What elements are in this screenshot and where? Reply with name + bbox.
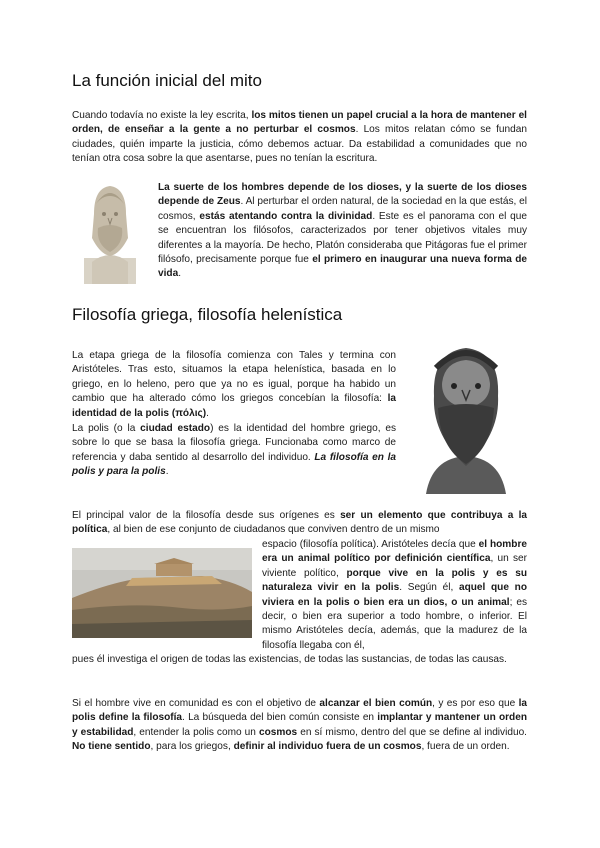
- text-run: ) es la identidad del hombre griego, es sobre lo que se basa la filosofía griega. Funcionaba como marco de referencia y daba sentido al desarrollo del individuo.: [72, 423, 396, 463]
- text-run: . La búsqueda del bien común consiste en: [182, 712, 378, 724]
- bold-text-run: aquel que no viviera en la polis o bien era un dios, o un animal: [262, 582, 527, 608]
- bold-text-run: la identidad de la polis (πόλις): [72, 393, 396, 419]
- bold-text-run: los mitos tienen un papel crucial a la hora de mantener el orden, de enseñar a la gente a no perturbar el cosmos: [72, 110, 527, 136]
- bold-text-run: ciudad estado: [140, 423, 211, 434]
- paragraph: [72, 509, 527, 538]
- text-run: , fuera de un orden.: [421, 741, 510, 753]
- text-run: ; es decir, o bien era superior a todo hombre, o inferior. El mismo Aristóteles decía, además, que la madurez de la filosofía llegaba con él,: [262, 596, 527, 651]
- bold-text-run: cosmos: [258, 726, 298, 738]
- bold-text-run: porque vive en la polis y es su naturaleza vivir en la polis: [262, 567, 527, 594]
- bold-text-run: ser un elemento que contribuya a la política: [72, 510, 527, 536]
- text-run: , entender la polis como un: [133, 726, 259, 738]
- paragraph: [72, 109, 527, 167]
- paragraph: [72, 422, 396, 480]
- bold-text-run: el hombre era un animal político por definición científica: [262, 539, 527, 565]
- text-run: pues él investiga el origen de todas las existencias, de todas las sustancias, de todas las causas.: [72, 654, 507, 665]
- text-run: , y es por eso que: [432, 698, 519, 709]
- philosopher-bust-image: [404, 338, 528, 494]
- text-run: . Según él,: [399, 582, 459, 594]
- paragraph: [262, 538, 527, 653]
- paragraph: [72, 349, 396, 421]
- text-run: . Los mitos relatan cómo se fundan ciudades, quién imparte la justicia, cómo debemos actuar. Da estabilidad a comunidades que no tenían otra cosa sobre la que asentarse, pues no tenían la escritura.: [72, 124, 527, 165]
- text-run: .: [206, 407, 209, 419]
- bold-text-run: alcanzar el bien común: [319, 698, 433, 709]
- text-run: La etapa griega de la filosofía comienza con Tales y termina con Aristóteles. Tras esto, situamos la etapa helenística, basada en lo griego, en lo heleno, pero que ya no es igual, porque ha habido un cambio que ha alterado cómo los griegos concebían la filosofía:: [72, 350, 396, 405]
- bold-text-run: La filosofía en la polis y para la polis: [72, 451, 396, 478]
- section-title-filosofia: Filosofía griega, filosofía helenística: [72, 305, 343, 324]
- text-run: . Este es el panorama con el que se encuentran los filósofos, caracterizados por tener objetivos vitales muy diferentes a la mayoría. De hecho, Platón consideraba que Pitágoras fue el primer filósofo, precisamente porque fue: [158, 210, 527, 266]
- bold-text-run: implantar y mantener un orden y estabilidad: [72, 712, 527, 738]
- text-run: Si el hombre vive en comunidad es con el objetivo de: [72, 698, 320, 709]
- text-run: en sí mismo, dentro del que se define al individuo.: [297, 726, 527, 738]
- text-run: Cuando todavía no existe la ley escrita,: [72, 110, 252, 121]
- bold-text-run: estás atentando contra la divinidad: [199, 210, 373, 222]
- bold-text-run: la polis define la filosofía: [72, 698, 527, 724]
- text-run: .: [178, 268, 182, 280]
- text-run: El principal valor de la filosofía desde sus orígenes es: [72, 510, 341, 521]
- text-run: , un ser viviente político,: [262, 553, 527, 579]
- acropolis-image: [72, 548, 252, 638]
- bold-text-run: el primero en inaugurar una nueva forma de vida: [158, 254, 527, 280]
- paragraph: [72, 697, 527, 755]
- bold-text-run: definir al individuo fuera de un cosmos: [233, 741, 422, 753]
- section-title-mito: La función inicial del mito: [72, 71, 262, 90]
- text-run: . Al perturbar el orden natural, de la sociedad en la que estás, el cosmos,: [158, 196, 527, 222]
- text-run: , para los griegos,: [150, 741, 234, 753]
- text-run: espacio (filosofía política). Aristóteles decía que: [262, 539, 479, 550]
- text-run: .: [165, 466, 169, 478]
- text-run: , al bien de ese conjunto de ciudadanos que conviven dentro de un mismo: [107, 524, 440, 536]
- bold-text-run: La suerte de los hombres depende de los dioses, y la suerte de los dioses depende de Zeus: [158, 182, 527, 208]
- text-run: La polis (o la: [72, 423, 141, 434]
- paragraph: [72, 653, 527, 667]
- bold-text-run: No tiene sentido: [72, 741, 151, 753]
- paragraph: [158, 181, 527, 282]
- pythagoras-bust-image: [72, 178, 148, 284]
